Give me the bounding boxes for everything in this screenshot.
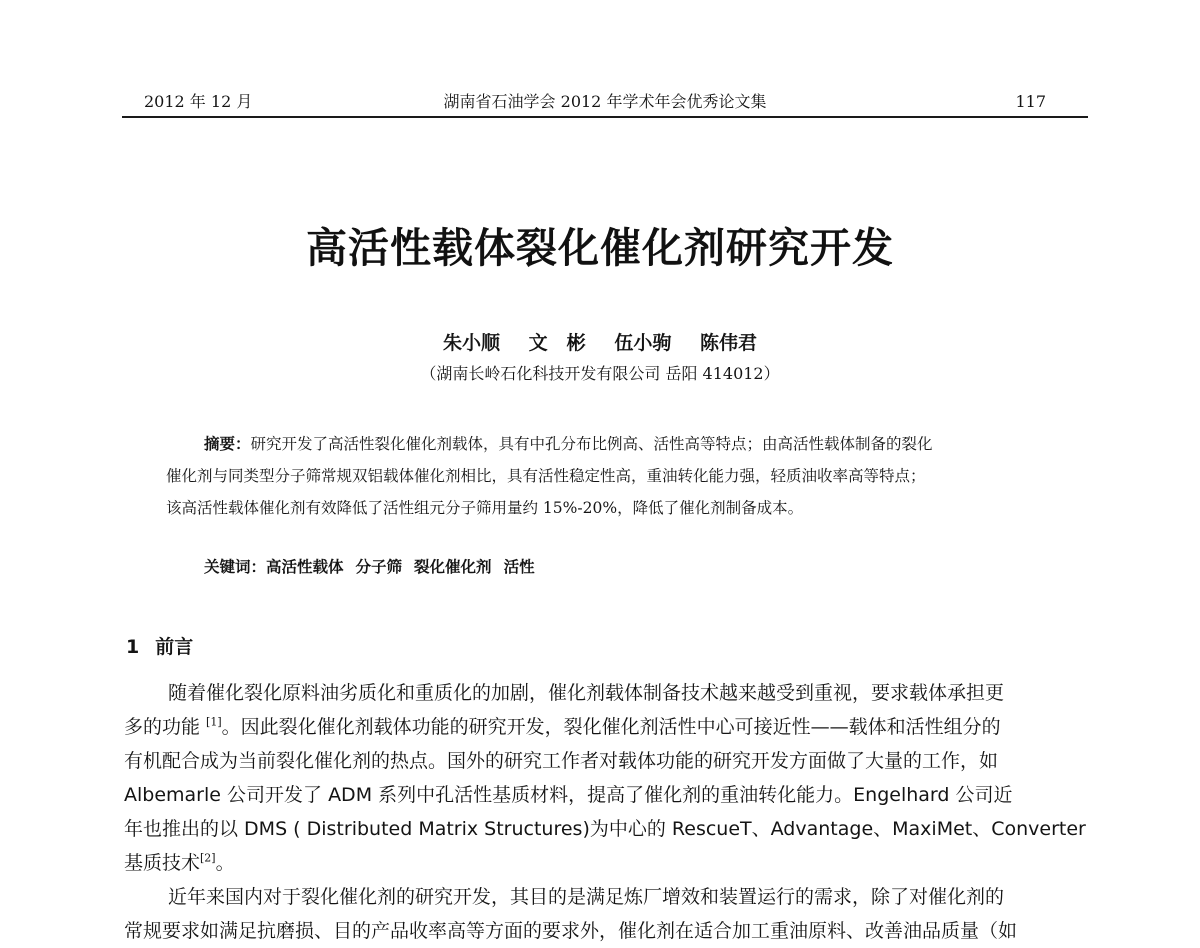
author-name: 朱小顺: [443, 332, 501, 354]
abstract-line: 催化剂与同类型分子筛常规双铝载体催化剂相比，具有活性稳定性高，重油转化能力强，轻质油收率高等特点；: [166, 467, 926, 485]
body-line: [124, 710, 1090, 744]
keyword: 裂化催化剂: [414, 557, 492, 576]
body-line: [124, 846, 1090, 880]
body-text-span: 基质技术: [124, 852, 201, 874]
body-text-span: 。: [215, 852, 235, 874]
section-heading: [126, 633, 193, 661]
header-journal-title: 湖南省石油学会 2012 年学术年会优秀论文集: [443, 92, 767, 111]
body-text-span: 公司开发了: [220, 784, 329, 806]
header-date: 2012 年 12 月: [144, 92, 253, 111]
citation-ref: [2]: [200, 851, 216, 865]
paper-title: 高活性载体裂化催化剂研究开发: [306, 224, 894, 272]
body-line: 常规要求如满足抗磨损、目的产品收率高等方面的要求外，催化剂在适合加工重油原料、改善油品质量（如: [124, 920, 1018, 942]
body-text-span: 。因此裂化催化剂载体功能的研究开发，裂化催化剂活性中心可接近性——载体和活性组分的: [221, 716, 1001, 738]
body-text-span: 多的功能: [124, 716, 207, 738]
body-text-span: RescueT、Advantage、MaxiMet、Converter: [671, 818, 1086, 840]
body-text-span: 系列中孔活性基质材料，提高了催化剂的重油转化能力。: [372, 784, 854, 806]
author-name: 伍小驹: [614, 332, 672, 354]
abstract-line: [166, 428, 1056, 460]
body-text-span: DMS ( Distributed Matrix Structures): [244, 818, 590, 840]
header-page-number: 117: [1015, 92, 1046, 111]
keyword: 分子筛: [355, 557, 403, 576]
body-text-span: Albemarle: [124, 784, 221, 806]
body-text-span: Engelhard: [853, 784, 950, 806]
author-name: 文 彬: [528, 332, 586, 354]
body-line: 有机配合成为当前裂化催化剂的热点。国外的研究工作者对载体功能的研究开发方面做了大量的工作，如: [124, 750, 999, 772]
keyword: 高活性载体: [266, 557, 344, 576]
abstract-line: 该高活性载体催化剂有效降低了活性组元分子筛用量约 15%-20%，降低了催化剂制备成本。: [166, 499, 804, 517]
keywords-label: 关键词：: [204, 557, 267, 576]
body-line: 近年来国内对于裂化催化剂的研究开发，其目的是满足炼厂增效和装置运行的需求，除了对催化剂的: [168, 886, 1005, 908]
abstract-label: 摘要：: [204, 434, 251, 453]
body-line: 随着催化裂化原料油劣质化和重质化的加剧，催化剂载体制备技术越来越受到重视，要求载体承担更: [168, 682, 1005, 704]
keyword: 活性: [503, 557, 535, 576]
author-affiliation: （湖南长岭石化科技开发有限公司 岳阳 414012）: [420, 364, 780, 383]
body-text-span: 年也推出的以: [124, 818, 245, 840]
body-line: [124, 778, 1090, 812]
body-line: [124, 812, 1090, 846]
section-number: 1: [126, 636, 140, 658]
abstract-text: 研究开发了高活性裂化催化剂载体，具有中孔分布比例高、活性高等特点；由高活性载体制备的裂化: [250, 435, 933, 453]
author-list: [0, 330, 1200, 356]
abstract: [166, 428, 1056, 524]
author-name: 陈伟君: [699, 332, 757, 354]
section-title: 前言: [155, 636, 194, 658]
body-text-span: 公司近: [949, 784, 1013, 806]
citation-ref: [1]: [206, 715, 222, 729]
keywords: [204, 553, 547, 581]
running-header: [122, 88, 1088, 118]
body-text-span: 为中心的: [589, 818, 672, 840]
body-text-span: ADM: [328, 784, 373, 806]
section-body: [124, 676, 1090, 948]
